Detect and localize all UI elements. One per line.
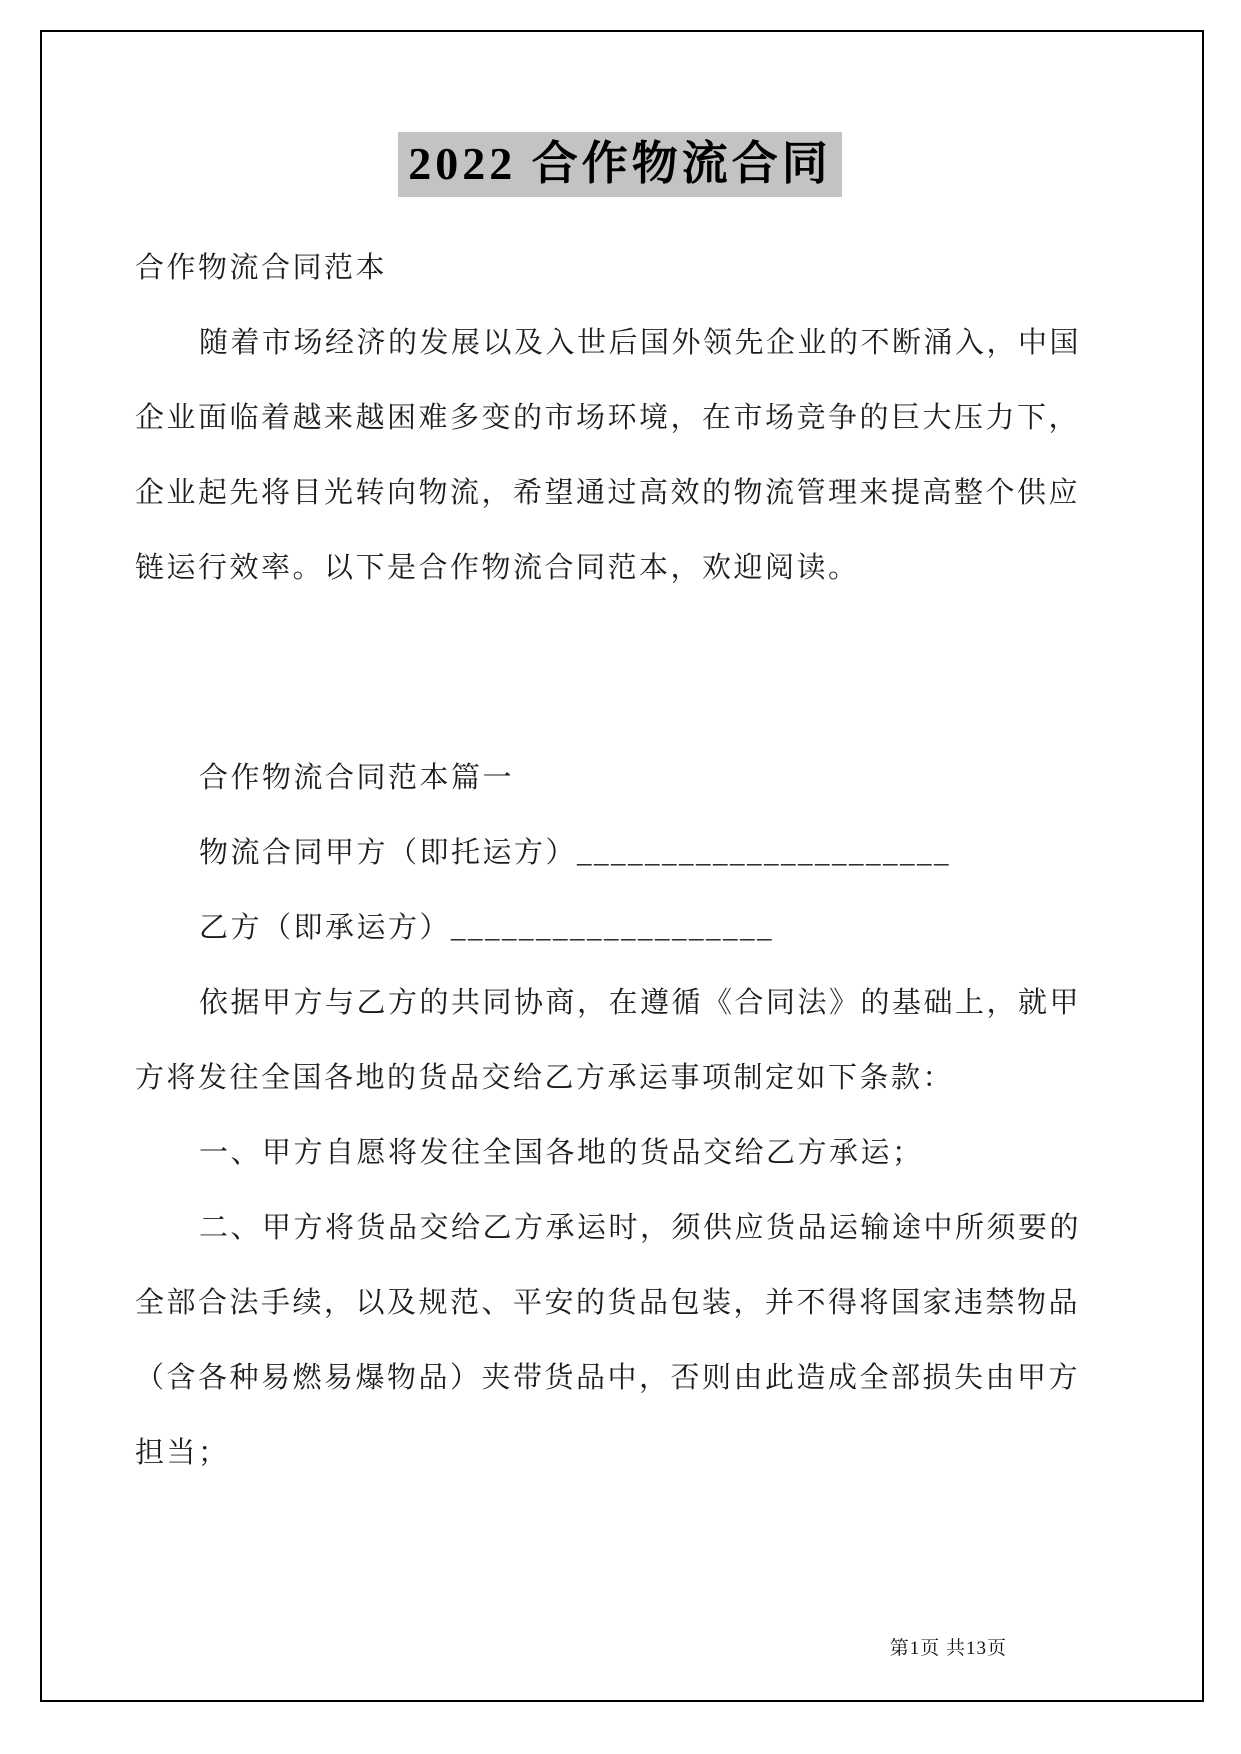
text-line: 合作物流合同范本: [135, 252, 388, 285]
text-line-blank-party-b: 乙方（即承运方）___________________: [199, 912, 775, 945]
text-line: 担当；: [135, 1437, 230, 1470]
text-line: 二、甲方将货品交给乙方承运时，须供应货品运输途中所须要的: [199, 1212, 1082, 1245]
text-line: 链运行效率。以下是合作物流合同范本，欢迎阅读。: [135, 552, 860, 585]
text-line: （含各种易燃易爆物品）夹带货品中，否则由此造成全部损失由甲方: [135, 1362, 1081, 1395]
document-body: [135, 231, 1105, 1491]
document-title: 2022 合作物流合同: [398, 132, 842, 197]
text-line: 依据甲方与乙方的共同协商，在遵循《合同法》的基础上，就甲: [199, 987, 1082, 1020]
text-line: 企业面临着越来越困难多变的市场环境，在市场竞争的巨大压力下，: [135, 402, 1081, 435]
text-line: 随着市场经济的发展以及入世后国外领先企业的不断涌入，中国: [199, 327, 1082, 360]
page-content: [42, 32, 1202, 1700]
page-footer: 第1页 共13页: [889, 1638, 1007, 1659]
text-line: 合作物流合同范本篇一: [199, 762, 515, 795]
title-row: [135, 132, 1105, 197]
text-line-blank-party-a: 物流合同甲方（即托运方）______________________: [199, 837, 952, 870]
blank-paragraph-spacer: [135, 606, 1105, 741]
text-line: 一、甲方自愿将发往全国各地的货品交给乙方承运；: [199, 1137, 924, 1170]
text-line: 企业起先将目光转向物流，希望通过高效的物流管理来提高整个供应: [135, 477, 1081, 510]
text-line: 方将发往全国各地的货品交给乙方承运事项制定如下条款：: [135, 1062, 955, 1095]
text-line: 全部合法手续，以及规范、平安的货品包装，并不得将国家违禁物品: [135, 1287, 1081, 1320]
page-border-frame: [40, 30, 1204, 1702]
